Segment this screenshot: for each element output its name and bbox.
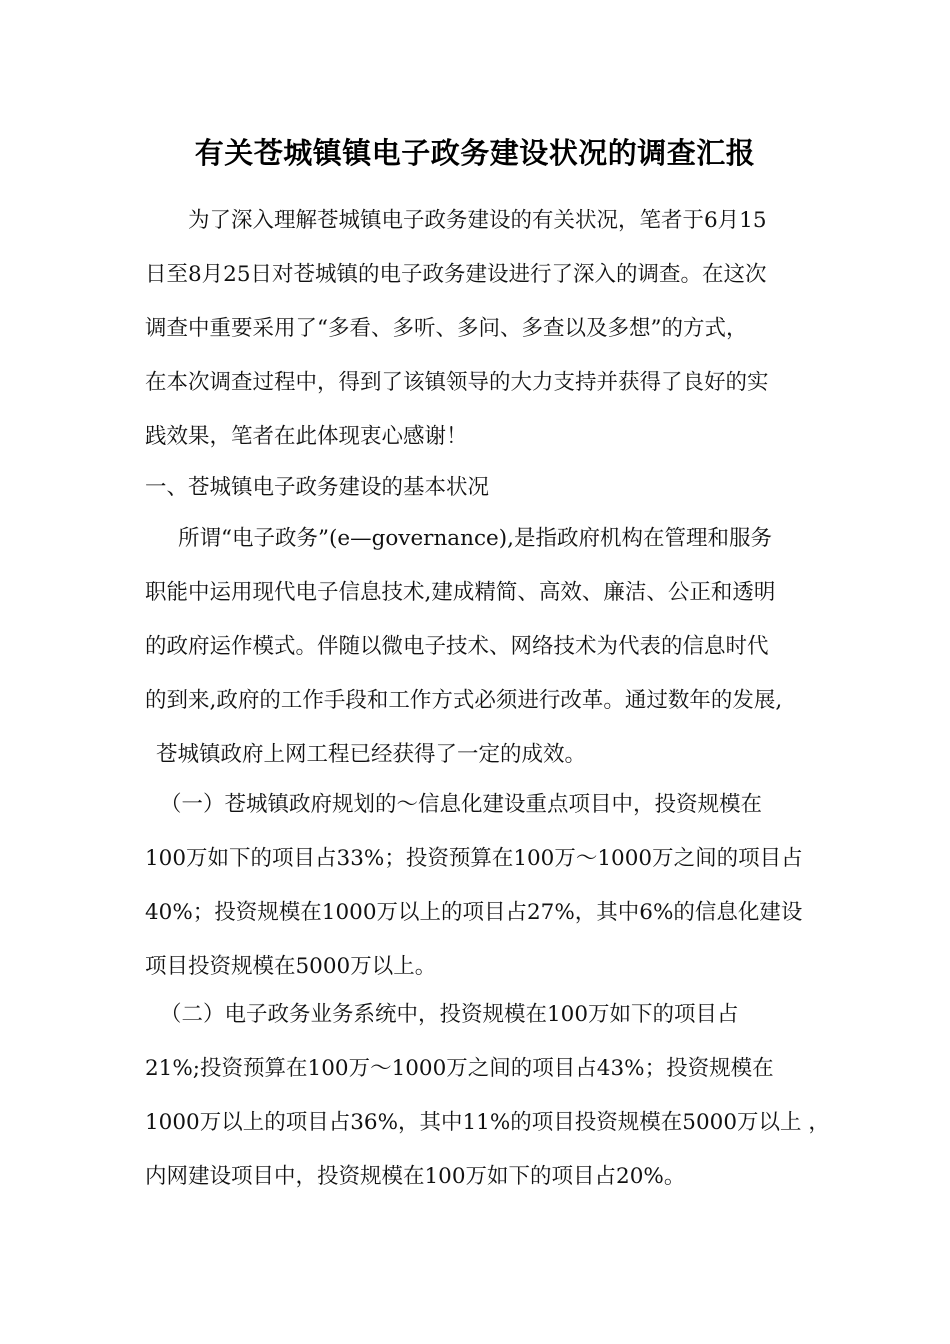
paragraph-line: （二）电子政务业务系统中，投资规模在100万如下的项目占 [160,1002,739,1027]
paragraph-line: 调查中重要采用了“多看、多听、多问、多查以及多想”的方式， [145,316,748,341]
paragraph-line: 21%;投资预算在100万～1000万之间的项目占43%；投资规模在 [145,1056,774,1081]
paragraph-line: 所谓“电子政务”(e—governance),是指政府机构在管理和服务 [178,526,772,551]
document-title: 有关苍城镇镇电子政务建设状况的调查汇报 [194,136,756,170]
paragraph-line: 40%；投资规模在1000万以上的项目占27%，其中6%的信息化建设 [145,900,803,925]
section-heading: 一、苍城镇电子政务建设的基本状况 [145,475,490,500]
paragraph-line: 日至8月25日对苍城镇的电子政务建设进行了深入的调查。在这次 [145,262,767,287]
paragraph-line: 内网建设项目中，投资规模在100万如下的项目占20%。 [145,1164,686,1189]
paragraph-line: 100万如下的项目占33%；投资预算在100万～1000万之间的项目占 [145,846,803,871]
paragraph-line: 的到来,政府的工作手段和工作方式必须进行改革。通过数年的发展, [145,688,783,713]
paragraph-line: 践效果，笔者在此体现衷心感谢！ [145,424,468,449]
paragraph-line: 苍城镇政府上网工程已经获得了一定的成效。 [156,742,587,767]
paragraph-line: 在本次调查过程中，得到了该镇领导的大力支持并获得了良好的实 [145,370,769,395]
paragraph-line: 为了深入理解苍城镇电子政务建设的有关状况，笔者于6月15 [188,208,767,233]
paragraph-line: 1000万以上的项目占36%，其中11%的项目投资规模在5000万以上 ， [145,1110,830,1135]
paragraph-line: 职能中运用现代电子信息技术,建成精简、高效、廉洁、公正和透明 [145,580,776,605]
paragraph-line: 的政府运作模式。伴随以微电子技术、网络技术为代表的信息时代 [145,634,769,659]
paragraph-line: 项目投资规模在5000万以上。 [145,954,437,979]
paragraph-line: （一）苍城镇政府规划的～信息化建设重点项目中，投资规模在 [160,792,763,817]
